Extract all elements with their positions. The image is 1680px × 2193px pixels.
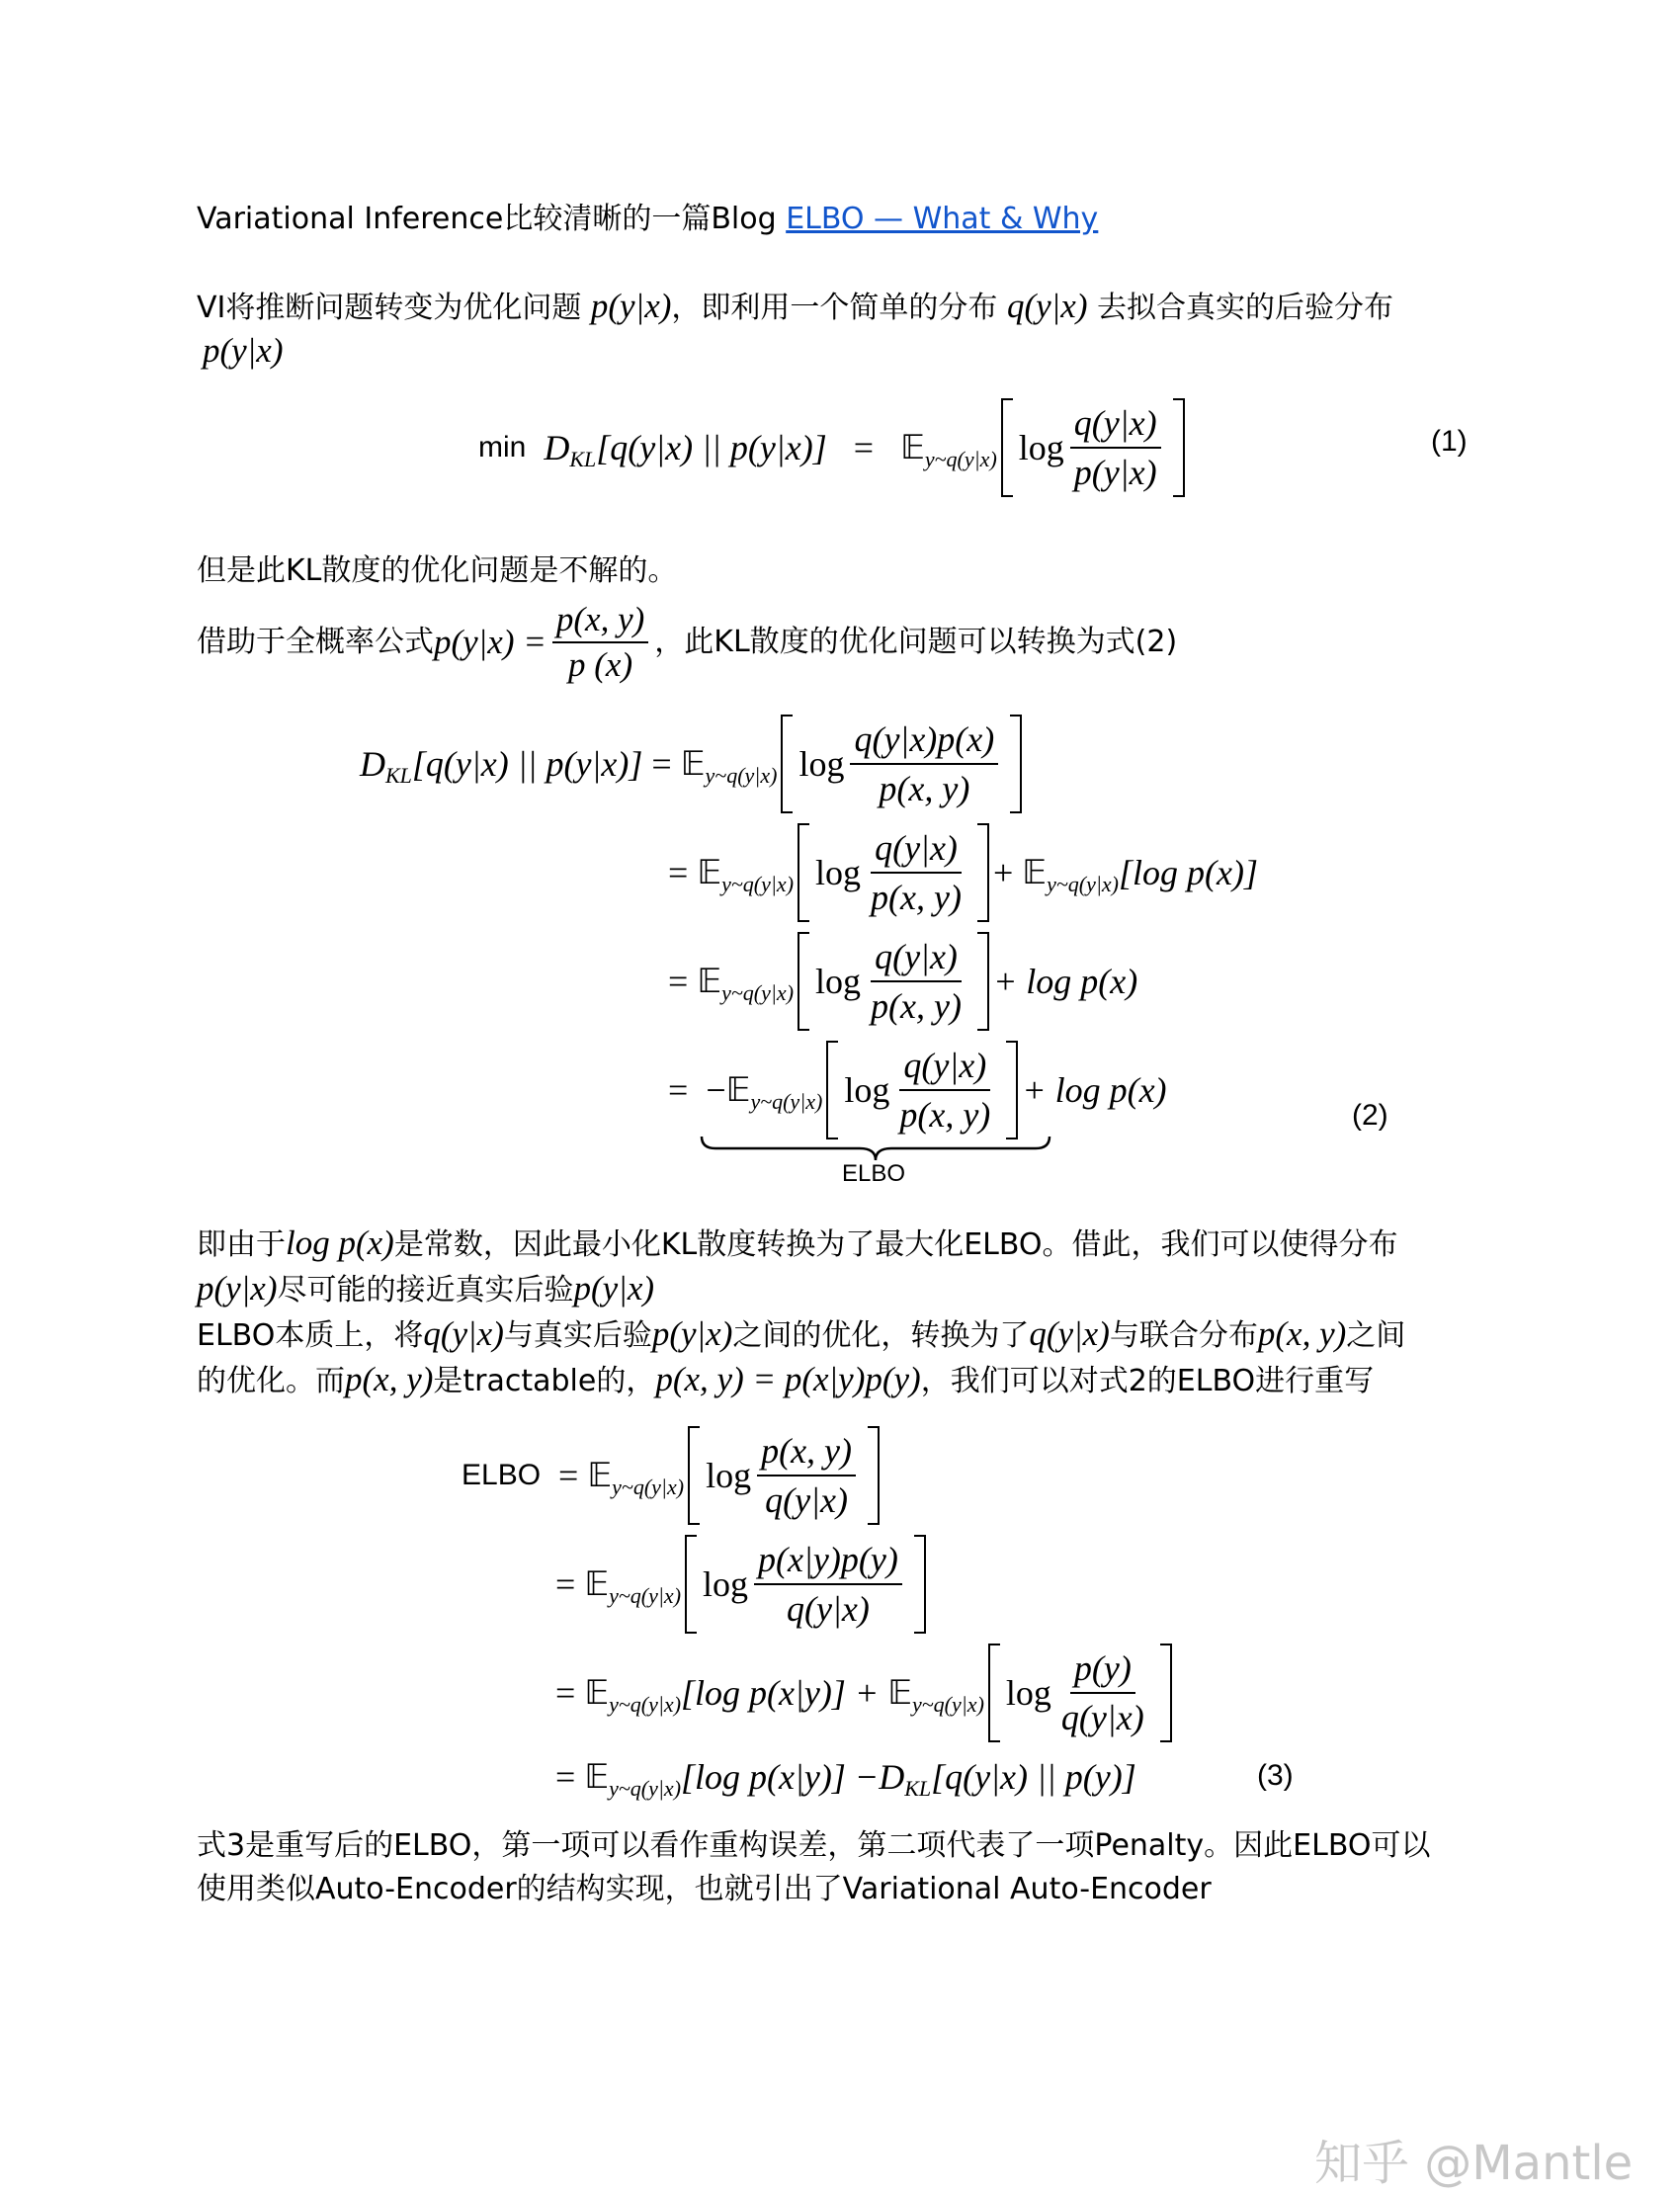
eq3-elbo: ELBO <box>462 1459 542 1491</box>
eq2-e-sub-2: y~q(y|x) <box>721 872 795 896</box>
p1-math-3: p(y|x) <box>203 331 284 370</box>
eq3-equals-2: = <box>555 1564 576 1604</box>
p5-text-e: 之间 <box>1346 1318 1406 1353</box>
eq3-bracket-right-2 <box>914 1535 926 1634</box>
eq1-num: q(y|x) <box>1070 401 1161 449</box>
p5-text-h: ，我们可以对式2的ELBO进行重写 <box>920 1364 1375 1398</box>
p5-math-1: q(y|x) <box>423 1314 504 1353</box>
eq3-log-1: log <box>706 1456 752 1495</box>
paragraph-conclusion-2 <box>197 1870 1212 1909</box>
p2-text: 但是此KL散度的优化问题是不解的。 <box>197 553 678 588</box>
p5-text-b: 与真实后验 <box>503 1318 652 1353</box>
eq2-minus-4: − <box>706 1070 726 1110</box>
equation-2-line-4 <box>668 1036 1167 1144</box>
eq3-expectation-1: 𝔼 <box>587 1456 613 1495</box>
eq2-log-3: log <box>815 962 862 1001</box>
eq2-e-sub-3: y~q(y|x) <box>721 980 795 1005</box>
eq2-bracket-left-2 <box>798 823 809 922</box>
equation-3-line-1 <box>462 1421 883 1530</box>
eq1-e-sub: y~q(y|x) <box>924 447 997 471</box>
eq2-lhs-arg: [q(y|x) || p(y|x)] <box>411 744 643 784</box>
p6-line-2: 使用类似Auto-Encoder的结构实现，也就引出了Variational Auto-Encoder <box>197 1872 1212 1906</box>
elbo-blog-link[interactable]: ELBO — What & Why <box>786 202 1099 236</box>
eq1-bracket-left <box>1001 398 1013 497</box>
eq2-den-4: p(x, y) <box>899 1095 991 1135</box>
eq2-bracket-right-2 <box>977 823 989 922</box>
eq3-e-sub-3b: y~q(y|x) <box>912 1692 984 1717</box>
eq2-expectation-4: 𝔼 <box>725 1070 751 1110</box>
intro-line <box>197 200 1098 239</box>
eq3-log-2: log <box>703 1564 749 1604</box>
elbo-underbrace <box>700 1135 1051 1162</box>
eq3-text-4b: [q(y|x) || p(y)] <box>931 1757 1136 1797</box>
eq2-d: D <box>360 744 385 784</box>
equation-2-line-1 <box>360 710 1026 818</box>
paragraph-vi-intro <box>197 287 1393 328</box>
p5-text-f: 的优化。而 <box>197 1364 345 1398</box>
eq3-num-2: p(x|y)p(y) <box>754 1538 902 1585</box>
p5-text-a: ELBO本质上，将 <box>197 1318 424 1353</box>
equation-2-line-2 <box>668 818 1258 927</box>
eq1-lhs-arg: [q(y|x) || p(y|x)] <box>596 428 827 467</box>
p5-text-d: 与联合分布 <box>1109 1318 1258 1353</box>
eq3-den-2: q(y|x) <box>787 1589 870 1629</box>
eq2-plus-2: + <box>992 853 1014 892</box>
eq3-equals-3: = <box>555 1673 576 1713</box>
eq2-d-sub: KL <box>385 763 412 788</box>
eq2-den-1: p(x, y) <box>879 769 970 808</box>
eq2-equals-3: = <box>668 962 689 1001</box>
eq1-log: log <box>1018 428 1064 467</box>
eq2-equals-2: = <box>668 853 689 892</box>
p5-math-3: q(y|x) <box>1029 1314 1110 1353</box>
eq1-d: D <box>544 428 570 467</box>
equation-3-line-4 <box>555 1747 1136 1807</box>
paragraph-log-constant <box>197 1223 1398 1265</box>
eq3-text-3: [log p(x|y)] + <box>681 1673 880 1713</box>
p5-text-g: 是tractable的， <box>433 1364 656 1398</box>
eq3-e-sub-1: y~q(y|x) <box>612 1475 685 1499</box>
p5-math-4: p(x, y) <box>1257 1314 1347 1353</box>
eq2-bracket-right-4 <box>1006 1041 1018 1139</box>
eq2-fraction-4 <box>895 1044 994 1137</box>
eq1-fraction <box>1070 401 1161 494</box>
eq2-expectation-2: 𝔼 <box>697 853 722 892</box>
eq3-fraction-1 <box>757 1429 856 1522</box>
p4-text-a: 即由于 <box>197 1227 286 1262</box>
eq2-log-4: log <box>844 1070 890 1110</box>
equation-3-line-2 <box>555 1530 930 1639</box>
p5-math-6: p(x, y) = p(x|y)p(y) <box>655 1360 921 1398</box>
intro-text: Variational Inference比较清晰的一篇Blog <box>197 202 787 236</box>
eq2-expectation-3: 𝔼 <box>697 962 722 1001</box>
eq3-fraction-3 <box>1057 1646 1148 1739</box>
paragraph-conclusion-1 <box>197 1826 1431 1866</box>
eq3-den-3: q(y|x) <box>1060 1698 1144 1737</box>
eq3-e-sub-3: y~q(y|x) <box>609 1692 682 1717</box>
p1-math-2: q(y|x) <box>1006 287 1088 325</box>
eq1-number: (1) <box>1431 425 1468 458</box>
p3-fraction <box>552 600 648 685</box>
paragraph-vi-intro-cont <box>203 331 284 373</box>
eq1-den: p(y|x) <box>1073 453 1157 492</box>
eq3-e-sub-4: y~q(y|x) <box>609 1776 682 1801</box>
eq2-bracket-left-1 <box>781 715 793 813</box>
p1-text-c: 去拟合真实的后验分布 <box>1087 291 1394 325</box>
eq2-expectation-2b: 𝔼 <box>1022 853 1048 892</box>
eq2-log-2: log <box>815 853 862 892</box>
eq2-tail-2: [log p(x)] <box>1119 853 1258 892</box>
eq2-num-2: q(y|x) <box>871 826 962 874</box>
eq2-bracket-left-3 <box>798 932 809 1031</box>
eq2-bracket-right-3 <box>977 932 989 1031</box>
eq2-e-sub-4: y~q(y|x) <box>750 1089 823 1114</box>
eq2-den-3: p(x, y) <box>871 986 962 1026</box>
eq2-den-2: p(x, y) <box>871 878 962 917</box>
p5-math-5: p(x, y) <box>345 1360 434 1398</box>
p1-math-1: p(y|x) <box>590 287 672 325</box>
eq3-fraction-2 <box>754 1538 902 1631</box>
eq3-text-4a: [log p(x|y)] − <box>681 1757 880 1797</box>
paragraph-elbo-essence-cont <box>197 1360 1374 1401</box>
paragraph-kl-intractable <box>197 551 677 591</box>
eq1-d-sub: KL <box>569 447 597 471</box>
elbo-brace-label: ELBO <box>842 1160 906 1187</box>
p4-math-3: p(y|x) <box>573 1269 655 1307</box>
eq2-tail-3: + log p(x) <box>992 962 1138 1001</box>
eq2-expectation-1: 𝔼 <box>680 744 706 784</box>
eq3-bracket-right-1 <box>868 1426 880 1525</box>
eq2-bracket-left-4 <box>826 1041 838 1139</box>
eq3-d-sub: KL <box>904 1776 932 1801</box>
eq3-bracket-right-3 <box>1160 1644 1172 1742</box>
eq2-num-1: q(y|x)p(x) <box>850 717 998 765</box>
eq3-bracket-left-3 <box>988 1644 1000 1742</box>
eq3-equals-4: = <box>555 1757 576 1797</box>
eq3-expectation-2: 𝔼 <box>584 1564 610 1604</box>
eq3-den-1: q(y|x) <box>765 1480 848 1520</box>
eq3-num-1: p(x, y) <box>757 1429 856 1476</box>
p4-math-1: log p(x) <box>286 1223 394 1262</box>
eq2-tail-4: + log p(x) <box>1022 1070 1167 1110</box>
eq3-num-3: p(y) <box>1070 1646 1135 1694</box>
equation-2-line-3 <box>668 927 1137 1036</box>
eq1-min: min <box>478 431 527 464</box>
eq1-expectation: 𝔼 <box>900 428 925 467</box>
equation-3-line-3 <box>555 1639 1176 1747</box>
equation-1 <box>478 393 1189 502</box>
p1-text-a: VI将推断问题转变为优化问题 <box>197 291 591 325</box>
p1-text-b: ，即利用一个简单的分布 <box>671 291 1007 325</box>
p3-text-b: ，此KL散度的优化问题可以转换为式(2) <box>654 625 1178 659</box>
eq2-equals-4: = <box>668 1070 689 1110</box>
eq3-log-3: log <box>1005 1673 1051 1713</box>
eq1-equals: = <box>853 428 875 467</box>
p3-den: p (x) <box>568 645 633 684</box>
eq1-bracket-right <box>1173 398 1185 497</box>
eq3-bracket-left-1 <box>688 1426 700 1525</box>
p6-line-1: 式3是重写后的ELBO，第一项可以看作重构误差，第二项代表了一项Penalty。因此ELBO可以 <box>197 1828 1431 1863</box>
p3-num: p(x, y) <box>552 600 648 643</box>
eq3-e-sub-2: y~q(y|x) <box>609 1583 682 1608</box>
paragraph-elbo-essence <box>197 1314 1405 1356</box>
p4-math-2: p(y|x) <box>197 1269 278 1307</box>
eq3-number: (3) <box>1257 1759 1294 1792</box>
eq2-bracket-right-1 <box>1010 715 1022 813</box>
zhihu-watermark: 知乎 @Mantle <box>1314 2136 1634 2191</box>
eq3-expectation-3b: 𝔼 <box>887 1673 912 1713</box>
eq2-num-4: q(y|x) <box>899 1044 990 1091</box>
eq3-expectation-4: 𝔼 <box>584 1757 610 1797</box>
eq2-e-sub-1: y~q(y|x) <box>705 763 778 788</box>
eq3-d: D <box>879 1757 905 1797</box>
eq2-fraction-3 <box>867 935 966 1028</box>
eq2-fraction-2 <box>867 826 966 919</box>
eq2-num-3: q(y|x) <box>871 935 962 982</box>
p5-math-2: p(y|x) <box>651 1314 733 1353</box>
p4-text-b: 是常数，因此最小化KL散度转换为了最大化ELBO。借此，我们可以使得分布 <box>393 1227 1398 1262</box>
eq3-bracket-left-2 <box>685 1535 697 1634</box>
eq3-equals-1: = <box>558 1456 579 1495</box>
eq2-fraction-1 <box>850 717 998 810</box>
paragraph-log-constant-cont <box>197 1269 654 1310</box>
eq3-expectation-3: 𝔼 <box>584 1673 610 1713</box>
p4-text-c: 尽可能的接近真实后验 <box>277 1273 574 1307</box>
paragraph-total-probability <box>197 593 1177 692</box>
eq2-log-1: log <box>798 744 845 784</box>
eq2-e-sub-2b: y~q(y|x) <box>1047 872 1120 896</box>
p5-text-c: 之间的优化，转换为了 <box>732 1318 1030 1353</box>
p3-math-1: p(y|x) = <box>434 623 546 661</box>
eq2-equals-1: = <box>651 744 672 784</box>
eq2-number: (2) <box>1352 1099 1388 1132</box>
p3-text-a: 借助于全概率公式 <box>197 625 434 659</box>
